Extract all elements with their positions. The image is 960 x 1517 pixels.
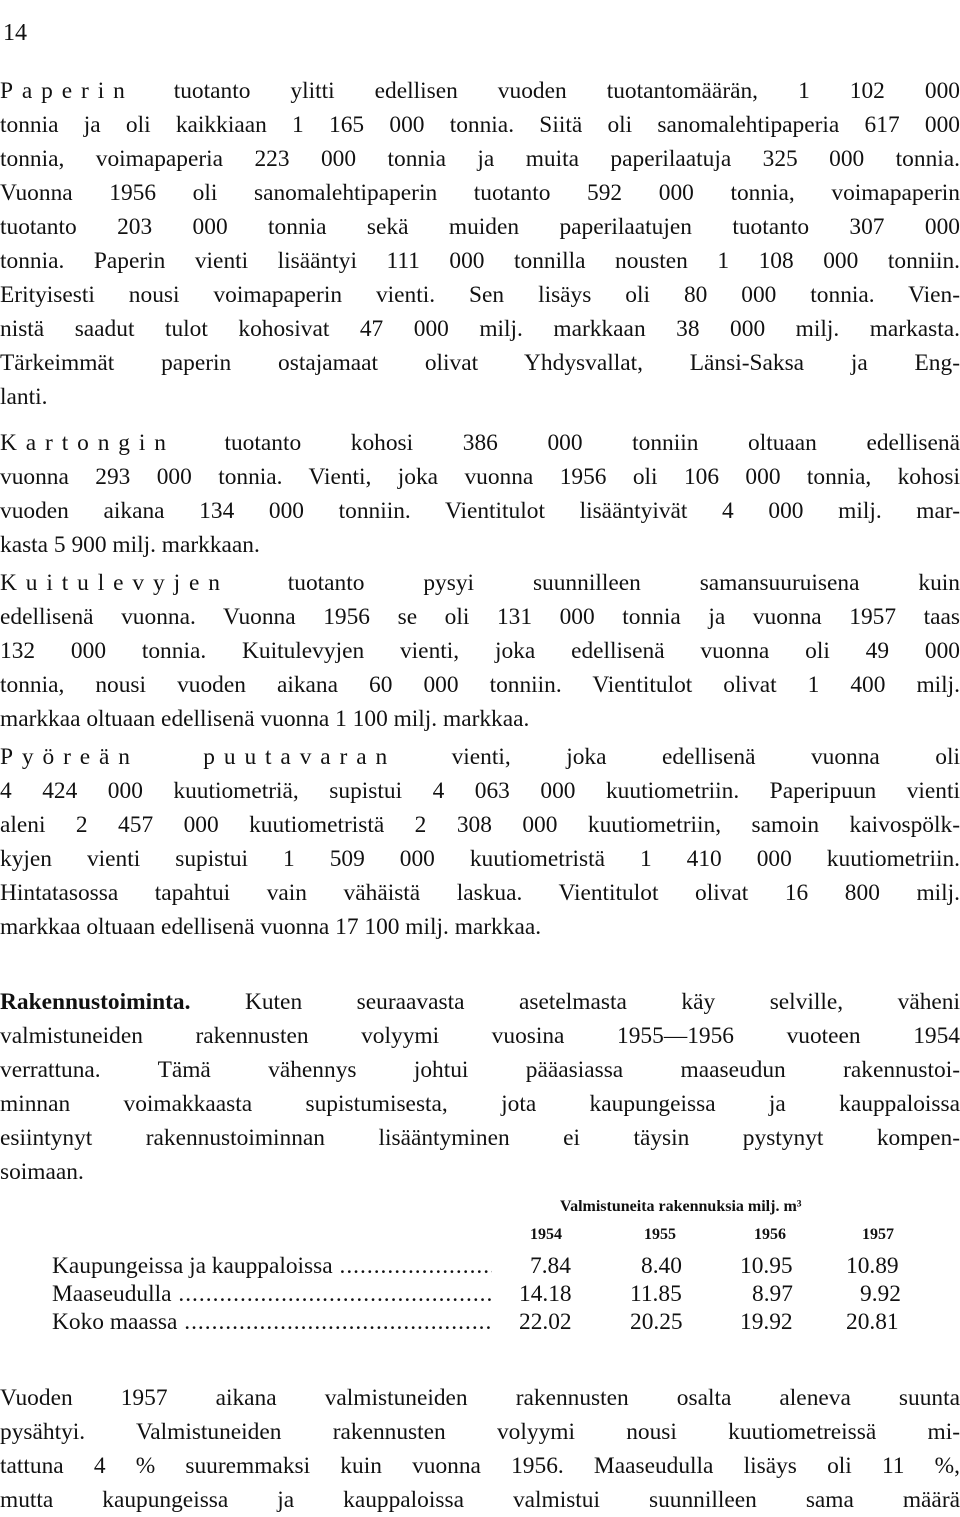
- text-line: [0, 1449, 960, 1483]
- text-line: [0, 1053, 960, 1087]
- table-cell: 14.18: [519, 1281, 572, 1307]
- text-line: [0, 1121, 960, 1155]
- line-text: markkaa oltuaan edellisenä vuonna 1 100 milj. markkaa.: [0, 706, 530, 732]
- table-year-header: 1954: [530, 1226, 562, 1243]
- text-line: [0, 1381, 960, 1415]
- line-text: 132 000 tonnia. Kuitulevyjen vienti, joka edellisenä vuonna oli 49 000: [0, 638, 960, 664]
- text-line: [0, 244, 960, 278]
- line-text: esiintynyt rakennustoiminnan lisääntyminen ei täysin pystynyt kompen-: [0, 1125, 960, 1151]
- line-text: Tärkeimmät paperin ostajamaat olivat Yhdysvallat, Länsi-Saksa ja Eng-: [0, 350, 960, 376]
- text-line: [0, 1019, 960, 1053]
- table-row: [0, 1252, 960, 1280]
- text-line: [0, 528, 960, 562]
- paragraph-lead: Kuitulevyjen: [0, 570, 229, 596]
- text-line: [0, 426, 960, 460]
- table-year-header: 1955: [644, 1226, 676, 1243]
- text-line: [0, 634, 960, 668]
- line-text: Erityisesti nousi voimapaperin vienti. Sen lisäys oli 80 000 tonnia. Vien-: [0, 282, 960, 308]
- text-line: [0, 668, 960, 702]
- text-line: [0, 210, 960, 244]
- line-text: Vuoden 1957 aikana valmistuneiden rakennusten osalta aleneva suunta: [0, 1385, 960, 1411]
- table-row: [0, 1308, 960, 1336]
- line-text: tonnia, voimapaperia 223 000 tonnia ja muita paperilaatuja 325 000 tonnia.: [0, 146, 960, 172]
- page-number: 14: [3, 20, 27, 46]
- table-cell: 7.84: [530, 1253, 571, 1279]
- table-year-header: 1956: [754, 1226, 786, 1243]
- line-text: tattuna 4 % suuremmaksi kuin vuonna 1956. Maaseudulla lisäys oli 11 %,: [0, 1453, 960, 1479]
- table-title: Valmistuneita rakennuksia milj. m³: [560, 1198, 802, 1215]
- table-year-header: 1957: [862, 1226, 894, 1243]
- table-cell: 19.92: [740, 1309, 793, 1335]
- text-line: [0, 876, 960, 910]
- paragraph: [0, 426, 960, 562]
- text-line: [0, 346, 960, 380]
- paragraph-lead: Kartongin: [0, 430, 175, 456]
- text-line: [0, 278, 960, 312]
- line-text: minnan voimakkaasta supistumisesta, jota kaupungeissa ja kauppaloissa: [0, 1091, 960, 1117]
- table-cell: 20.81: [846, 1309, 899, 1335]
- text-line: [0, 176, 960, 210]
- paragraph: [0, 1381, 960, 1517]
- text-line: [0, 312, 960, 346]
- paragraph: [0, 985, 960, 1189]
- text-line: [0, 740, 960, 774]
- buildings-table: [0, 1198, 960, 1338]
- line-text: Hintatasossa tapahtui vain vähäistä laskua. Vientitulot olivat 16 800 milj.: [0, 880, 960, 906]
- text-line: [0, 1483, 960, 1517]
- text-line: [0, 142, 960, 176]
- text-line: [0, 108, 960, 142]
- row-label: Koko maassa .....: [52, 1308, 492, 1336]
- line-text: 4 424 000 kuutiometriä, supistui 4 063 000 kuutiometriin. Paperipuun vienti: [0, 778, 960, 804]
- line-text: tuotanto kohosi 386 000 tonniin oltuaan edellisenä: [174, 430, 960, 456]
- paragraph-lead: Paperin: [0, 78, 134, 104]
- paragraph: [0, 566, 960, 736]
- text-line: [0, 702, 960, 736]
- table-row: [0, 1280, 960, 1308]
- table-cell: 8.97: [752, 1281, 793, 1307]
- text-line: [0, 910, 960, 944]
- table-cell: 8.40: [641, 1253, 682, 1279]
- row-label: Kaupungeissa ja kauppaloissa .....: [52, 1252, 492, 1280]
- line-text: Kuten seuraavasta asetelmasta käy selville, väheni: [190, 989, 960, 1015]
- line-text: mutta kaupungeissa ja kauppaloissa valmistui suunnilleen sama määrä: [0, 1487, 960, 1513]
- paragraph-lead: Rakennustoiminta.: [0, 989, 191, 1015]
- line-text: verrattuna. Tämä vähennys johtui pääasiassa maaseudun rakennustoi-: [0, 1057, 960, 1083]
- table-cell: 9.92: [860, 1281, 901, 1307]
- line-text: tonnia ja oli kaikkiaan 1 165 000 tonnia. Siitä oli sanomalehtipaperia 617 000: [0, 112, 960, 138]
- line-text: tonnia, nousi vuoden aikana 60 000 tonniin. Vientitulot olivat 1 400 milj.: [0, 672, 960, 698]
- line-text: lanti.: [0, 384, 48, 410]
- table-cell: 10.95: [740, 1253, 793, 1279]
- line-text: tuotanto ylitti edellisen vuoden tuotantomäärän, 1 102 000: [133, 78, 960, 104]
- text-line: [0, 460, 960, 494]
- text-line: [0, 494, 960, 528]
- text-line: [0, 774, 960, 808]
- text-line: [0, 1087, 960, 1121]
- text-line: [0, 566, 960, 600]
- line-text: pysähtyi. Valmistuneiden rakennusten volyymi nousi kuutiometreissä mi-: [0, 1419, 960, 1445]
- table-cell: 11.85: [630, 1281, 682, 1307]
- line-text: tonnia. Paperin vienti lisääntyi 111 000 tonnilla nousten 1 108 000 tonniin.: [0, 248, 960, 274]
- text-line: [0, 1415, 960, 1449]
- line-text: tuotanto 203 000 tonnia sekä muiden paperilaatujen tuotanto 307 000: [0, 214, 960, 240]
- table-cell: 10.89: [846, 1253, 899, 1279]
- line-text: soimaan.: [0, 1159, 84, 1185]
- line-text: aleni 2 457 000 kuutiometristä 2 308 000 kuutiometriin, samoin kaivospölk-: [0, 812, 960, 838]
- text-line: [0, 600, 960, 634]
- text-line: [0, 74, 960, 108]
- line-text: edellisenä vuonna. Vuonna 1956 se oli 131 000 tonnia ja vuonna 1957 taas: [0, 604, 960, 630]
- paragraph-lead: Pyöreän puutavaran: [0, 744, 397, 770]
- row-label: Maaseudulla .....: [52, 1280, 492, 1308]
- line-text: valmistuneiden rakennusten volyymi vuosina 1955—1956 vuoteen 1954: [0, 1023, 960, 1049]
- line-text: kyjen vienti supistui 1 509 000 kuutiometristä 1 410 000 kuutiometriin.: [0, 846, 960, 872]
- line-text: vienti, joka edellisenä vuonna oli: [396, 744, 960, 770]
- table-cell: 22.02: [519, 1309, 572, 1335]
- paragraph: [0, 74, 960, 414]
- line-text: markkaa oltuaan edellisenä vuonna 17 100 milj. markkaa.: [0, 914, 542, 940]
- paragraph: [0, 740, 960, 944]
- line-text: vuoden aikana 134 000 tonniin. Vientitulot lisääntyivät 4 000 milj. mar-: [0, 498, 960, 524]
- line-text: tuotanto pysyi suunnilleen samansuuruisena kuin: [228, 570, 960, 596]
- text-line: [0, 808, 960, 842]
- line-text: nistä saadut tulot kohosivat 47 000 milj. markkaan 38 000 milj. markasta.: [0, 316, 960, 342]
- text-line: [0, 1155, 960, 1189]
- text-line: [0, 380, 960, 414]
- text-line: [0, 985, 960, 1019]
- table-cell: 20.25: [630, 1309, 683, 1335]
- line-text: kasta 5 900 milj. markkaan.: [0, 532, 260, 558]
- line-text: Vuonna 1956 oli sanomalehtipaperin tuotanto 592 000 tonnia, voimapaperin: [0, 180, 960, 206]
- line-text: vuonna 293 000 tonnia. Vienti, joka vuonna 1956 oli 106 000 tonnia, kohosi: [0, 464, 960, 490]
- text-line: [0, 842, 960, 876]
